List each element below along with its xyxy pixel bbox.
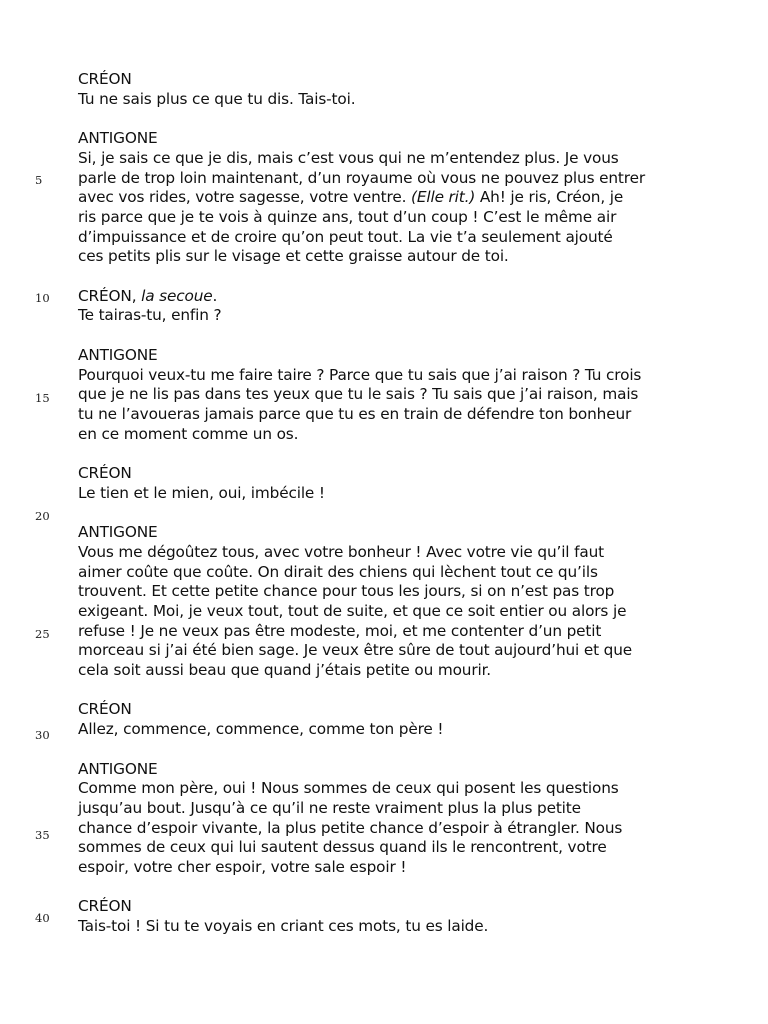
dialogue-line xyxy=(78,188,718,208)
dialogue-line: parle de trop loin maintenant, d’un royaume où vous ne pouvez plus entrer xyxy=(78,168,645,187)
dialogue-block-creon xyxy=(78,287,718,326)
dialogue-line: que je ne lis pas dans tes yeux que tu le sais ? Tu sais que j’ai raison, mais xyxy=(78,385,639,404)
line-number: 20 xyxy=(35,509,50,523)
dialogue-line: tu ne l’avoueras jamais parce que tu es en train de défendre ton bonheur xyxy=(78,404,632,423)
dialogue-line: Comme mon père, oui ! Nous sommes de ceux qui posent les questions xyxy=(78,779,619,798)
dialogue-block-antigone xyxy=(78,760,718,878)
dialogue-line: ris parce que je te vois à quinze ans, tout d’un coup ! C’est le même air xyxy=(78,207,617,226)
stage-direction: la secoue xyxy=(141,286,213,305)
dialogue-line: aimer coûte que coûte. On dirait des chiens qui lèchent tout ce qu’ils xyxy=(78,562,598,581)
dialogue-line: Vous me dégoûtez tous, avec votre bonheur ! Avec votre vie qu’il faut xyxy=(78,542,604,561)
dialogue-line: Allez, commence, commence, comme ton père ! xyxy=(78,720,444,739)
stage-direction: (Elle rit.) xyxy=(411,188,476,207)
dialogue-line: Tu ne sais plus ce que tu dis. Tais-toi. xyxy=(78,89,356,108)
speaker-name-with-direction xyxy=(78,287,718,307)
speaker-name: ANTIGONE xyxy=(78,129,158,148)
dialogue-line: exigeant. Moi, je veux tout, tout de suite, et que ce soit entier ou alors je xyxy=(78,601,627,620)
dialogue-text xyxy=(78,70,718,957)
line-number: 25 xyxy=(35,627,50,641)
line-number: 10 xyxy=(35,291,50,305)
line-number-margin xyxy=(0,0,60,1024)
speaker-name: CRÉON xyxy=(78,70,132,88)
dialogue-line-start: avec vos rides, votre sagesse, votre ventre. xyxy=(78,188,412,207)
dialogue-block-creon xyxy=(78,897,718,936)
line-number: 5 xyxy=(35,173,43,187)
dialogue-line: chance d’espoir vivante, la plus petite chance d’espoir à étrangler. Nous xyxy=(78,818,623,837)
dialogue-line: d’impuissance et de croire qu’on peut tout. La vie t’a seulement ajouté xyxy=(78,227,613,246)
line-number: 15 xyxy=(35,391,50,405)
dialogue-line: refuse ! Je ne veux pas être modeste, moi, et me contenter d’un petit xyxy=(78,621,602,640)
dialogue-line: jusqu’au bout. Jusqu’à ce qu’il ne reste vraiment plus la plus petite xyxy=(78,798,581,817)
dialogue-block-antigone xyxy=(78,129,718,267)
speaker-name: CRÉON xyxy=(78,700,132,719)
dialogue-line: en ce moment comme un os. xyxy=(78,424,299,443)
dialogue-block-antigone xyxy=(78,346,718,445)
dialogue-line: cela soit aussi beau que quand j’étais petite ou mourir. xyxy=(78,661,492,680)
dialogue-line: morceau si j’ai été bien sage. Je veux être sûre de tout aujourd’hui et que xyxy=(78,641,633,660)
stage-direction-end: . xyxy=(212,286,218,305)
line-number: 35 xyxy=(35,828,50,842)
speaker-name: CRÉON xyxy=(78,897,132,916)
dialogue-line: Te tairas-tu, enfin ? xyxy=(78,306,222,325)
dialogue-block-creon xyxy=(78,70,718,109)
speaker-name: ANTIGONE xyxy=(78,759,158,778)
dialogue-block-creon xyxy=(78,700,718,739)
dialogue-line: ces petits plis sur le visage et cette graisse autour de toi. xyxy=(78,247,509,266)
line-number: 40 xyxy=(35,911,50,925)
dialogue-block-antigone xyxy=(78,523,718,681)
dialogue-line: trouvent. Et cette petite chance pour tous les jours, si on n’est pas trop xyxy=(78,582,615,601)
speaker-name: ANTIGONE xyxy=(78,523,158,542)
dialogue-line: Si, je sais ce que je dis, mais c’est vous qui ne m’entendez plus. Je vous xyxy=(78,148,619,167)
speaker-name: CRÉON xyxy=(78,464,132,482)
dialogue-line: sommes de ceux qui lui sautent dessus quand ils le rencontrent, votre xyxy=(78,838,607,857)
speaker-name: ANTIGONE xyxy=(78,345,158,364)
dialogue-line-end: Ah! je ris, Créon, je xyxy=(475,188,624,207)
dialogue-line: Pourquoi veux-tu me faire taire ? Parce que tu sais que j’ai raison ? Tu crois xyxy=(78,365,642,384)
dialogue-line: Le tien et le mien, oui, imbécile ! xyxy=(78,483,325,502)
dialogue-line: Tais-toi ! Si tu te voyais en criant ces mots, tu es laide. xyxy=(78,917,489,936)
dialogue-line: espoir, votre cher espoir, votre sale espoir ! xyxy=(78,858,407,877)
speaker-name: CRÉON, xyxy=(78,286,137,305)
dialogue-block-creon xyxy=(78,464,718,503)
line-number: 30 xyxy=(35,728,50,742)
